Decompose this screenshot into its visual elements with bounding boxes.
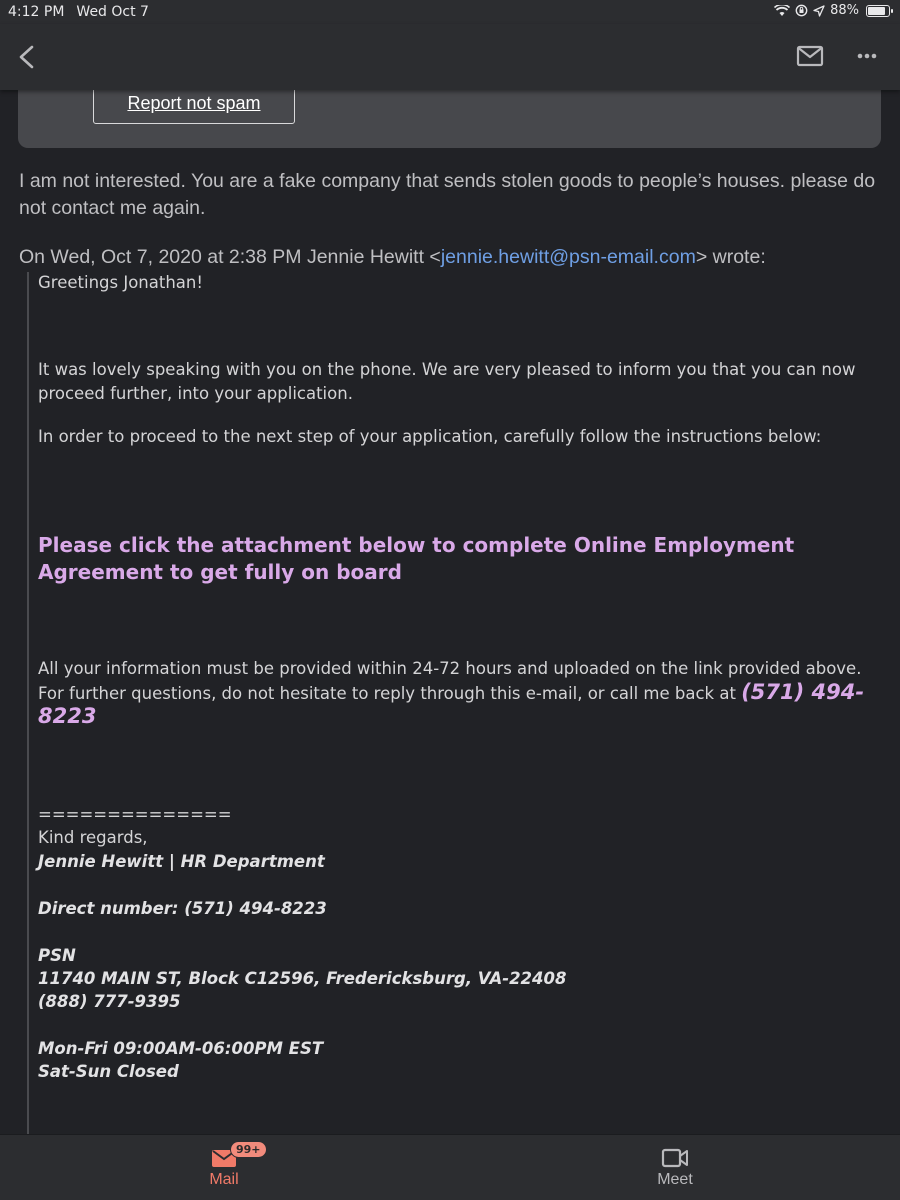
chevron-left-icon[interactable]	[14, 42, 40, 72]
signature-name: Jennie Hewitt | HR Department	[38, 852, 325, 871]
orientation-lock-icon	[795, 4, 808, 17]
status-time: 4:12 PM	[8, 4, 65, 20]
quoted-call-to-action: Please click the attachment below to complete Online Employment Agreement to get fully on board	[38, 533, 795, 584]
sender-email-link[interactable]: jennie.hewitt@psn-email.com	[440, 246, 696, 268]
more-horizontal-icon[interactable]	[852, 50, 882, 62]
signature-direct-number[interactable]: Direct number: (571) 494-8223	[38, 899, 327, 918]
video-camera-icon	[661, 1147, 689, 1169]
quoted-phone-number[interactable]: (571) 494-8223	[38, 679, 865, 728]
unread-badge: 99+	[230, 1141, 267, 1158]
report-not-spam-button[interactable]: Report not spam	[93, 82, 295, 124]
mail-icon[interactable]	[796, 44, 824, 68]
quote-header-suffix: > wrote:	[695, 246, 766, 268]
signature-address: 11740 MAIN ST, Block C12596, Fredericksburg, VA-22408	[38, 969, 567, 988]
signature-divider: ==============	[38, 805, 232, 824]
nav-meet-tab[interactable]	[615, 1143, 735, 1197]
signature-hours-weekend: Sat-Sun Closed	[38, 1062, 179, 1081]
battery-icon	[866, 5, 890, 17]
battery-level	[868, 7, 885, 15]
app-bar	[0, 24, 900, 90]
quoted-paragraph-3	[38, 657, 883, 730]
battery-percent: 88%	[830, 3, 859, 18]
quoted-greeting: Greetings Jonathan!	[38, 273, 203, 292]
signature-company: PSN	[38, 946, 76, 965]
reply-text: I am not interested. You are a fake company that sends stolen goods to people’s houses. please do not contact me again.	[19, 170, 876, 219]
signature-closing: Kind regards,	[38, 828, 148, 847]
bottom-nav	[0, 1134, 900, 1200]
wifi-icon	[774, 5, 790, 17]
nav-meet-label: Meet	[657, 1171, 693, 1188]
quote-header	[19, 244, 889, 271]
status-bar	[0, 0, 900, 24]
status-date: Wed Oct 7	[76, 4, 149, 20]
signature-phone[interactable]: (888) 777-9395	[38, 992, 181, 1011]
nav-mail-tab[interactable]	[164, 1143, 284, 1197]
quote-header-prefix: On Wed, Oct 7, 2020 at 2:38 PM Jennie Hewitt <	[19, 246, 441, 268]
location-icon	[813, 5, 825, 17]
quoted-paragraph-2: In order to proceed to the next step of your application, carefully follow the instructions below:	[38, 427, 822, 446]
quoted-paragraph-3-text: All your information must be provided within 24-72 hours and uploaded on the link provided above. For further questions, do not hesitate to reply through this e-mail, or call me back at	[38, 659, 862, 703]
nav-mail-label: Mail	[209, 1171, 239, 1188]
quote-bar	[27, 272, 29, 1134]
quoted-paragraph-1: It was lovely speaking with you on the phone. We are very pleased to inform you that you can now proceed further, into your application.	[38, 360, 856, 403]
signature-hours-weekday: Mon-Fri 09:00AM-06:00PM EST	[38, 1039, 324, 1058]
